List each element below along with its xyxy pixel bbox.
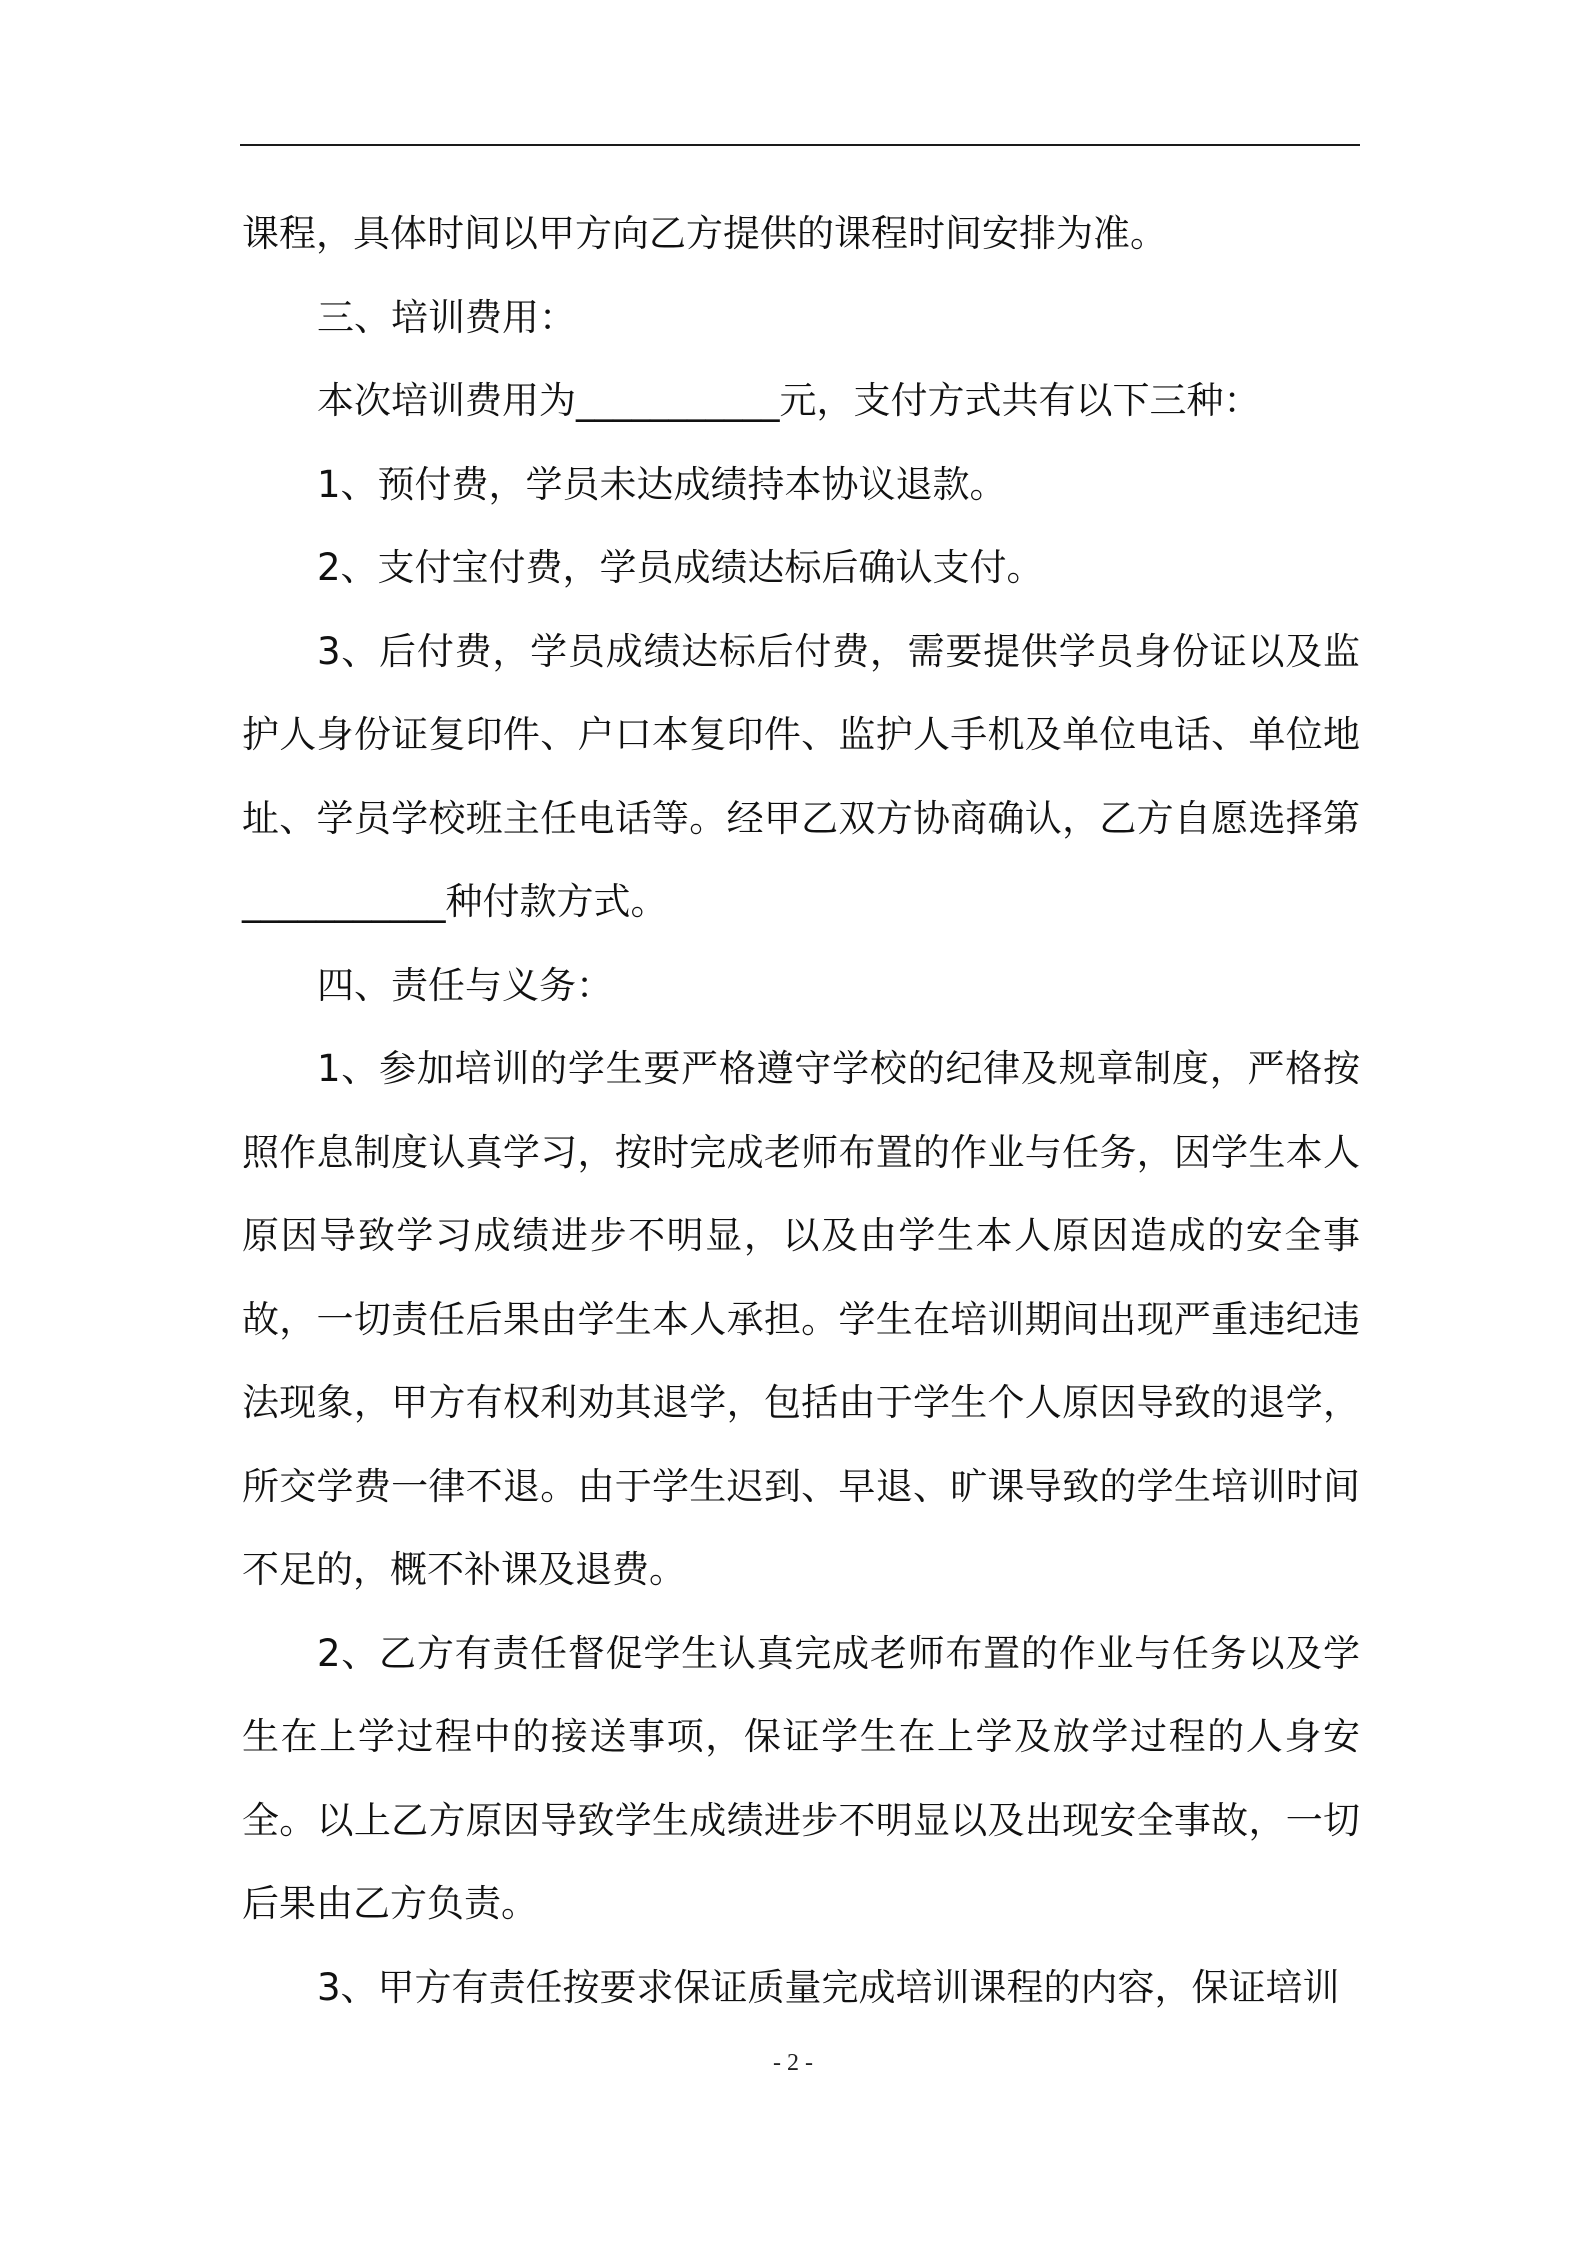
section-heading-responsibilities: 四、责任与义务： bbox=[317, 963, 613, 1007]
payment-option-postpaid: 3、后付费，学员成绩达标后付费，需要提供学员身份证以及监护人身份证复印件、户口本复印件、监护人手机及单位电话、单位地址、学员学校班主任电话等。经甲乙双方协商确认，乙方自愿选择第___________种付款方式。 bbox=[242, 629, 1360, 923]
paragraph-course-schedule: 课程，具体时间以甲方向乙方提供的课程时间安排为准。 bbox=[242, 212, 1167, 255]
responsibility-item-2: 2、乙方有责任督促学生认真完成老师布置的作业与任务以及学生在上学过程中的接送事项，保证学生在上学及放学过程的人身安全。以上乙方原因导致学生成绩进步不明显以及出现安全事故，一切后果由乙方负责。 bbox=[242, 1631, 1360, 1925]
payment-option-alipay: 2、支付宝付费，学员成绩达标后确认支付。 bbox=[317, 546, 1044, 589]
page-number: - 2 - bbox=[773, 2050, 813, 2076]
payment-option-prepaid: 1、预付费，学员未达成绩持本协议退款。 bbox=[317, 462, 1007, 506]
responsibility-item-3: 3、甲方有责任按要求保证质量完成培训课程的内容，保证培训 bbox=[317, 1965, 1340, 2009]
paragraph-fee-amount: 本次培训费用为___________元，支付方式共有以下三种： bbox=[317, 379, 1261, 422]
section-heading-fees: 三、培训费用： bbox=[317, 295, 576, 339]
header-rule bbox=[240, 144, 1360, 146]
responsibility-item-1: 1、参加培训的学生要严格遵守学校的纪律及规章制度，严格按照作息制度认真学习，按时完成老师布置的作业与任务，因学生本人原因导致学习成绩进步不明显，以及由学生本人原因造成的安全事故，一切责任后果由学生本人承担。学生在培训期间出现严重违纪违法现象，甲方有权利劝其退学，包括由于学生个人原因导致的退学，所交学费一律不退。由于学生迟到、早退、旷课导致的学生培训时间不足的，概不补课及退费。 bbox=[242, 1047, 1360, 1591]
document-body bbox=[242, 192, 1360, 2029]
